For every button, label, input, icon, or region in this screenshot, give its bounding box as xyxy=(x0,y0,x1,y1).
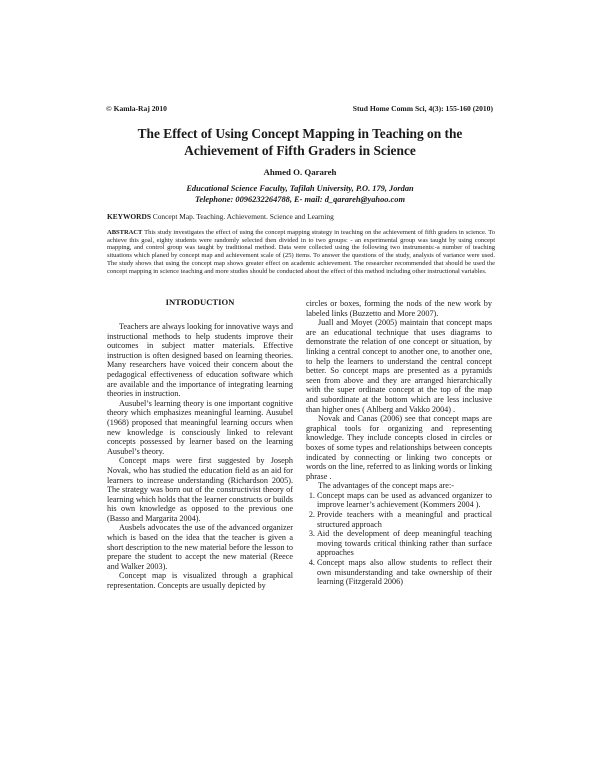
list-item: 3. Aid the development of deep meaningful teaching moving towards critical thinking rather than surface approaches xyxy=(317,529,492,558)
list-item: 4. Concept maps also allow students to reflect their own misunderstanding and take ownership of their learning (Fitzgerald 2006) xyxy=(317,558,492,587)
paper-title: The Effect of Using Concept Mapping in Teaching on the Achievement of Fifth Graders in Science xyxy=(137,126,463,158)
abstract-label: ABSTRACT xyxy=(107,229,143,236)
paragraph: Novak and Canas (2006) see that concept maps are graphical tools for organizing and representing knowledge. They include concepts closed in circles or boxes of some types and relationships between concepts indicated by connecting or linking two concepts or words on the line, referred to as linking words or linking phrase . xyxy=(306,414,492,481)
section-heading-introduction: INTRODUCTION xyxy=(165,297,235,307)
abstract-text: This study investigates the effect of using the concept mapping strategy in teaching on the achievement of fifth graders in science. To achieve this goal, eighty students were randomly selected then divided in to two groups: - an experimental group was taught by using concept mapping, and control group was taught by traditional method. Data were collected using the following two instruments:-a number of teaching situations which planed by concept map and achievement scale of (25) items. To answer the questions of the study, analysis of variance were used. The study shows that using the concept map shows greater effect on academic achievement. The researcher recommended that should be used the concept mapping in science teaching and more studies should be conducted about the effect of this method including other instructional variables. xyxy=(107,229,495,275)
journal-citation: Stud Home Comm Sci, 4(3): 155-160 (2010) xyxy=(352,104,493,113)
paragraph: Teachers are always looking for innovative ways and instructional methods to help students improve their outcomes in subject matter materials. Effective instruction is often designed based on learning theories. Many researchers have voiced their concern about the pedagogical effectiveness of education software which are available and the importance of integrating learning theories in instruction. xyxy=(107,322,293,399)
advantages-list xyxy=(306,491,492,587)
journal-copyright: © Kamla-Raj 2010 xyxy=(106,104,167,113)
paragraph: Concept maps were first suggested by Joseph Novak, who has studied the education field as an aid for learners to increase understanding (Richardson 2005). The strategy was born out of the constructivist theory of learning which holds that the learner constructs or builds his own knowledge as opposed to the previous one (Basso and Margarita 2004). xyxy=(107,456,293,523)
paragraph: Ausbels advocates the use of the advanced organizer which is based on the idea that the teacher is given a short description to the new material before the lesson to prepare the student to accept the new material (Reece and Walker 2003). xyxy=(107,523,293,571)
keywords xyxy=(107,212,497,221)
list-item: 2. Provide teachers with a meaningful and practical structured approach xyxy=(317,510,492,529)
paragraph: Concept map is visualized through a graphical representation. Concepts are usually depicted by xyxy=(107,571,293,591)
keywords-label: KEYWORDS xyxy=(107,212,151,221)
author-name: Ahmed O. Qarareh xyxy=(263,167,337,177)
right-column xyxy=(306,299,492,587)
paragraph: Juall and Moyet (2005) maintain that concept maps are an educational technique that uses diagrams to demonstrate the relation of one concept or situation, by linking a central concept to another one, to another one, to help the learners to understand the central concept better. So concept maps are presented as a pyramids seen from above and they are arranged hierarchically with the super ordinate concept at the top of the map and subordinate at the bottom which are less inclusive than higher ones ( Ahlberg and Vakko 2004) . xyxy=(306,318,492,414)
keywords-text: Concept Map. Teaching. Achievement. Science and Learning xyxy=(150,212,334,221)
paragraph: circles or boxes, forming the nods of the new work by labeled links (Buzzetto and More 2007). xyxy=(306,299,492,318)
left-column xyxy=(107,298,293,591)
abstract xyxy=(107,229,495,275)
paragraph: Ausubel’s learning theory is one important cognitive theory which emphasizes meaningful learning. Ausubel (1968) proposed that meaningful learning occurs when new knowledge is consciously linked to relevant concepts possessed by learner based on the learning Ausubel’s theory. xyxy=(107,398,293,456)
paragraph: The advantages of the concept maps are:- xyxy=(318,481,454,491)
affiliation-line-2: Telephone: 0096232264788, E- mail: d_qarareh@yahoo.com xyxy=(195,195,405,204)
list-item: 1. Concept maps can be used as advanced organizer to improve learner’s achievement (Kommers 2004 ). xyxy=(317,491,492,510)
affiliation-line-1: Educational Science Faculty, Tafilah University, P.O. 179, Jordan xyxy=(186,184,414,193)
author-affiliation xyxy=(100,183,500,205)
